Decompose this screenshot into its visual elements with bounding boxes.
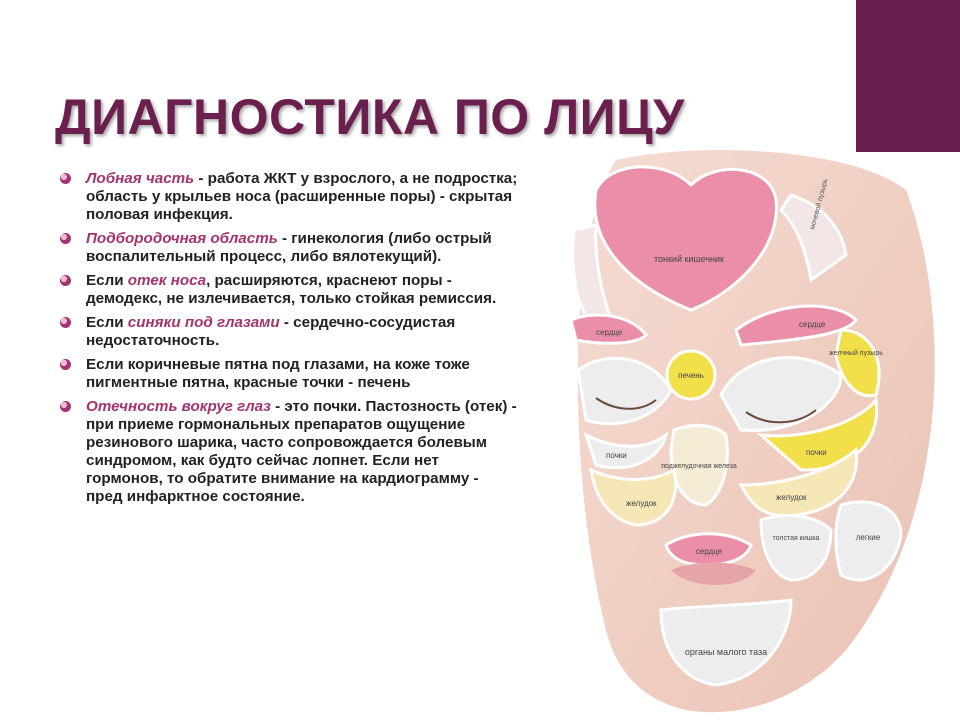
bullet-item <box>58 314 518 350</box>
zone-label-bladder: мочевой пузырь <box>809 177 830 231</box>
zone-label-pancreas: поджелудочная железа <box>661 463 737 470</box>
zone-label-liver: печень <box>678 371 704 380</box>
bullet-highlight: Подбородочная область <box>86 230 278 247</box>
zone-label-kidneys-left: почки <box>606 451 627 460</box>
bullet-highlight: отек носа <box>127 272 207 289</box>
zone-label-small-intestine: тонкий кишечник <box>653 254 725 264</box>
bullet-list <box>58 170 518 512</box>
bullet-item <box>58 170 518 224</box>
bullet-text: , расширяются, краснеют поры - демодекс, не излечивается, только стойкая ремиссия. <box>86 272 497 307</box>
bullet-text: - сердечно-сосудистая недостаточность. <box>86 314 456 349</box>
bullet-icon <box>60 401 71 412</box>
bullet-item <box>58 398 518 506</box>
zone-label-heart-lip: сердце <box>695 547 723 556</box>
bullet-icon <box>60 233 71 244</box>
zone-label-colon: толстая кишка <box>772 535 820 542</box>
zone-label-heart-right: сердце <box>799 320 826 329</box>
zone-label-stomach-left: желудок <box>626 499 657 508</box>
bullet-text: - гинекология (либо острый воспалительный процесс, либо вялотекущий). <box>86 230 492 265</box>
bullet-item <box>58 272 518 308</box>
bullet-prefix: Если <box>86 272 128 289</box>
bullet-prefix: Если <box>86 314 128 331</box>
bullet-icon <box>60 275 71 286</box>
bullet-text: - работа ЖКТ у взрослого, а не подростка; область у крыльев носа (расширенные поры) - скрытая половая инфекция. <box>86 170 518 223</box>
zone-label-gallbladder: желчный пузырь <box>829 350 883 357</box>
bullet-item <box>58 356 518 392</box>
accent-block <box>856 0 960 152</box>
zone-label-heart-left: сердце <box>596 328 623 337</box>
zone-label-stomach-right: желудок <box>776 493 807 502</box>
bullet-highlight: Лобная часть <box>86 170 195 187</box>
bullet-item <box>58 230 518 266</box>
zone-label-lungs: легкие <box>855 533 881 542</box>
face-map-figure <box>556 150 960 720</box>
bullet-highlight: синяки под глазами <box>127 314 280 331</box>
slide-title: ДИАГНОСТИКА ПО ЛИЦУ <box>55 89 685 145</box>
bullet-highlight: Отечность вокруг глаз <box>86 398 271 415</box>
zone-label-pelvic: органы малого таза <box>684 647 768 657</box>
bullet-text: Если коричневые пятна под глазами, на коже тоже пигментные пятна, красные точки - печень <box>86 356 470 391</box>
zone-label-kidneys-right: почки <box>806 448 827 457</box>
bullet-icon <box>60 317 71 328</box>
bullet-text: - это почки. Пастозность (отек) - при приеме гормональных препаратов ощущение резинового шарика, часто сопровождается болевым синдромом, как будто сейчас лопнет. Если нет гормонов, то обратите внимание на кардиограмму - пред инфарктное состояние. <box>86 398 517 505</box>
bullet-icon <box>60 173 71 184</box>
bullet-icon <box>60 359 71 370</box>
